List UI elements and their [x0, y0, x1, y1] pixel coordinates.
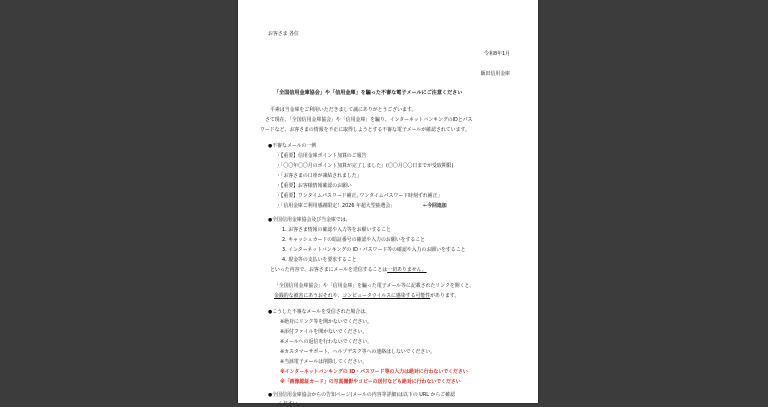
association-item: 1. お客さま情報の確認や入力等をお願いすること — [282, 227, 391, 233]
intro-line-1: 平素は当金庫をご利用いただきまして誠にありがとうございます。 — [270, 107, 417, 113]
association-item: 2. キャッシュカードの暗証番号の確認や入力のお願いをすること — [282, 237, 426, 243]
intro-line-2: さて現在、「全国信用金庫協会」や「信用金庫」を騙り、インターネットバンキングのIDとパス — [265, 117, 473, 123]
association-item: 4. 現金等の支払いを要求すること — [282, 257, 357, 263]
new-tag: ←今回追加 — [423, 203, 447, 209]
example-item: ・「信用金庫ご利用感謝限定！2026 年超大型抽選会」 — [276, 203, 396, 209]
association-closing-prefix: といった内容で、お客さまにメールを送信することは — [270, 267, 388, 273]
document-page — [238, 0, 538, 407]
warning-risk-loss: 金銭的な被害にあうおそれ — [274, 293, 333, 299]
response-heading: ●こうした不審なメールを受信された場合は、 — [268, 309, 370, 315]
warning-risk-virus: コンピュータウイルスに感染する可能性 — [342, 293, 431, 299]
response-item: ※メールへの返信を行わないでください。 — [280, 339, 373, 345]
response-red-item: ※「画像認証カード」の写真撮影やコピーの送付なども絶対に行わないでください — [280, 379, 461, 385]
response-item: ※添付ファイルを開かないでください。 — [280, 329, 368, 335]
example-item: ・【重要】お客様情報確認のお願い — [276, 183, 352, 189]
footer-line-2: ください。 — [278, 401, 303, 407]
date: 令和8年1月 — [484, 51, 510, 57]
association-closing — [270, 267, 427, 273]
response-red-item: ※インターネットバンキングの ID・パスワード等の入力は絶対に行わないでください — [280, 369, 468, 375]
warning-line-2 — [274, 293, 459, 299]
warning-line-1: 「全国信用金庫協会」や「信用金庫」を騙った電子メール等に記載されたリンクを開くと、 — [274, 283, 475, 289]
example-item: ・「〇〇年〇〇月のポイント加算が完了しました」(〇〇月〇〇日までが受取期限) — [276, 163, 454, 169]
document-title: 「全国信用金庫協会」や「信用金庫」を騙った不審な電子メールにご注意ください — [274, 90, 463, 96]
association-closing-emphasis: 一切ありません。 — [387, 267, 427, 273]
response-item: ※絶対にリンク等を開かないでください。 — [280, 319, 373, 325]
example-item: ・「お客さまの口座が凍結されました」 — [276, 173, 362, 179]
intro-line-3: ワードなど、お客さまの情報を不正に取得しようとする不審な電子メールが確認されています。 — [260, 127, 470, 133]
issuer: 飯田信用金庫 — [480, 71, 510, 77]
association-item: 3. インターネットバンキングの ID・パスワード等の確認や入力のお願いをすること — [282, 247, 466, 253]
warning-end: があります。 — [430, 293, 460, 299]
example-item: ・【重要】ワンタイムパスワード補正, ワンタイムパスワード時刻ずれ補正」 — [276, 193, 443, 199]
examples-heading: ●不審なメールの一例 — [268, 143, 317, 149]
response-item: ※当該電子メールは削除してください。 — [280, 359, 368, 365]
example-item: ・【重要】信用金庫ポイント加算のご報告 — [276, 153, 367, 159]
warning-sep: や、 — [332, 293, 343, 299]
association-heading: ●全国信用金庫協会及び当金庫では、 — [268, 217, 351, 223]
salutation: お客さま 各位 — [268, 31, 299, 37]
footer-line-1: ●全国信用金庫協会からの告知ページ(メールの内容等詳細)は以下の URL からご確認 — [268, 392, 455, 398]
response-item: ※カスタマーサポート、ヘルプデスク等への連絡はしないでください。 — [280, 349, 436, 355]
